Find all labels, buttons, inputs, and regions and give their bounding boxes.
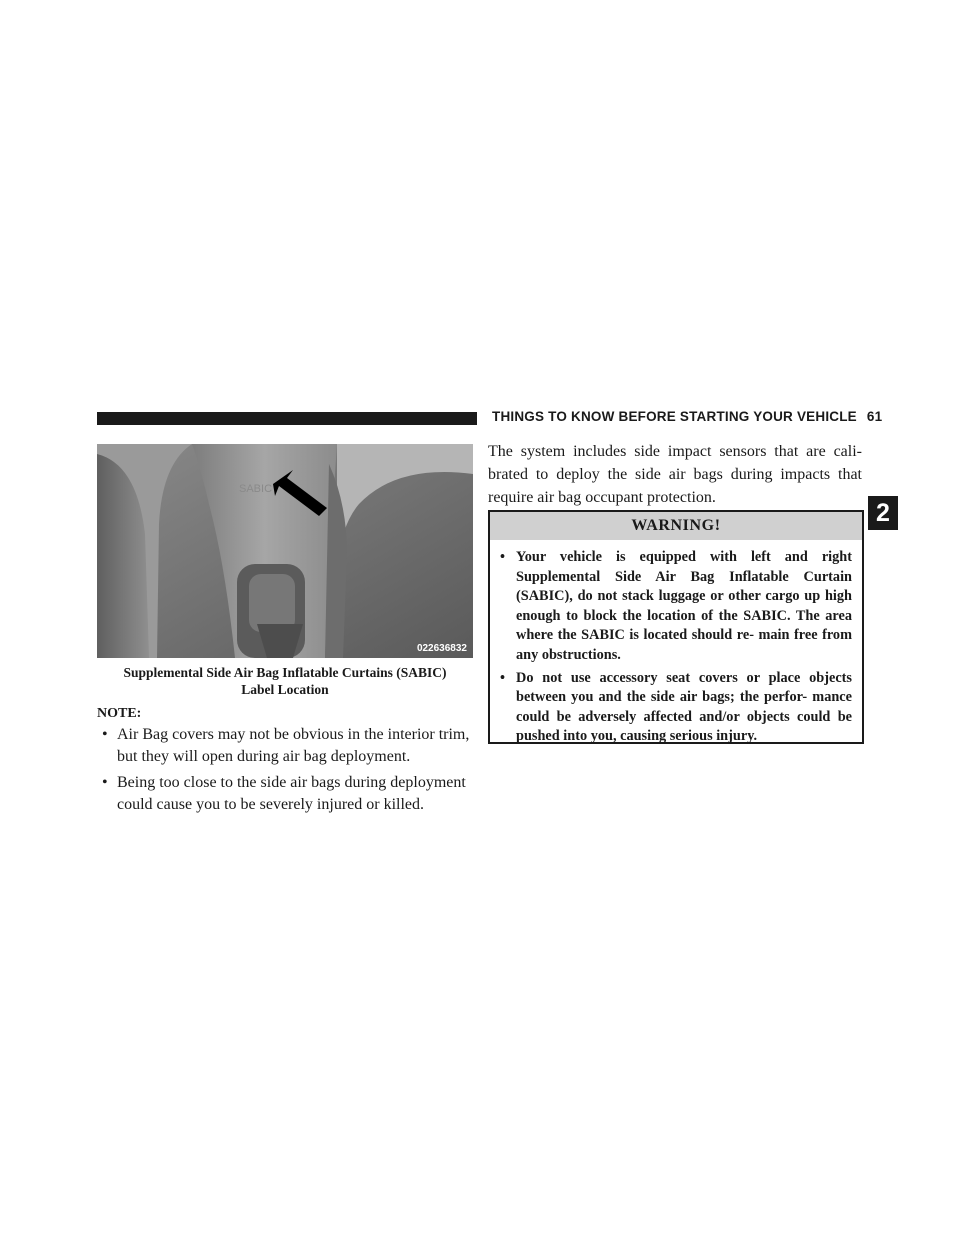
list-item <box>498 548 852 666</box>
list-item <box>498 669 852 747</box>
bullet-icon: • <box>102 726 108 743</box>
note-item-text: Being too close to the side air bags during deployment could cause you to be severely injured or killed. <box>117 774 466 813</box>
page-number: 61 <box>866 409 883 424</box>
note-label: NOTE: <box>97 706 142 721</box>
sabic-label-photo <box>97 444 473 658</box>
warning-title: WARNING! <box>490 512 862 540</box>
warning-body <box>490 540 862 747</box>
image-id: 022636832 <box>416 643 467 654</box>
list-item <box>97 772 477 816</box>
figure-caption <box>97 664 473 698</box>
embossed-sabic-label: SABIC <box>239 483 273 495</box>
header-title: THINGS TO KNOW BEFORE STARTING YOUR VEHICLE <box>492 409 857 424</box>
caption-line-2: Label Location <box>241 682 329 697</box>
bullet-icon: • <box>500 549 506 565</box>
bullet-icon: • <box>500 669 506 686</box>
list-item <box>97 724 477 768</box>
body-paragraph: The system includes side impact sensors that are cali- brated to deploy the side air bags during impacts that require air bag occupant protection. <box>488 443 862 506</box>
pillar-illustration <box>97 444 473 658</box>
warning-box <box>488 510 864 744</box>
running-header <box>492 409 883 424</box>
warning-item-text: Your vehicle is equipped with left and right Supplemental Side Air Bag Inflatable Curtain (SABIC), do not stack luggage or other cargo up high enough to block the location of the SABIC. The area where the SABIC is located should re- main free from any obstructions. <box>516 549 852 663</box>
warning-item-text: Do not use accessory seat covers or place objects between you and the side air bags; the perfor- mance could be adversely affected and/or objects could be pushed into you, causing serious injury. <box>516 669 852 745</box>
chapter-tab: 2 <box>868 496 898 530</box>
note-list <box>97 724 477 820</box>
note-item-text: Air Bag covers may not be obvious in the interior trim, but they will open during air bag deployment. <box>117 726 470 765</box>
bullet-icon: • <box>102 774 108 791</box>
header-rule <box>97 412 477 425</box>
caption-line-1: Supplemental Side Air Bag Inflatable Curtains (SABIC) <box>123 665 447 680</box>
